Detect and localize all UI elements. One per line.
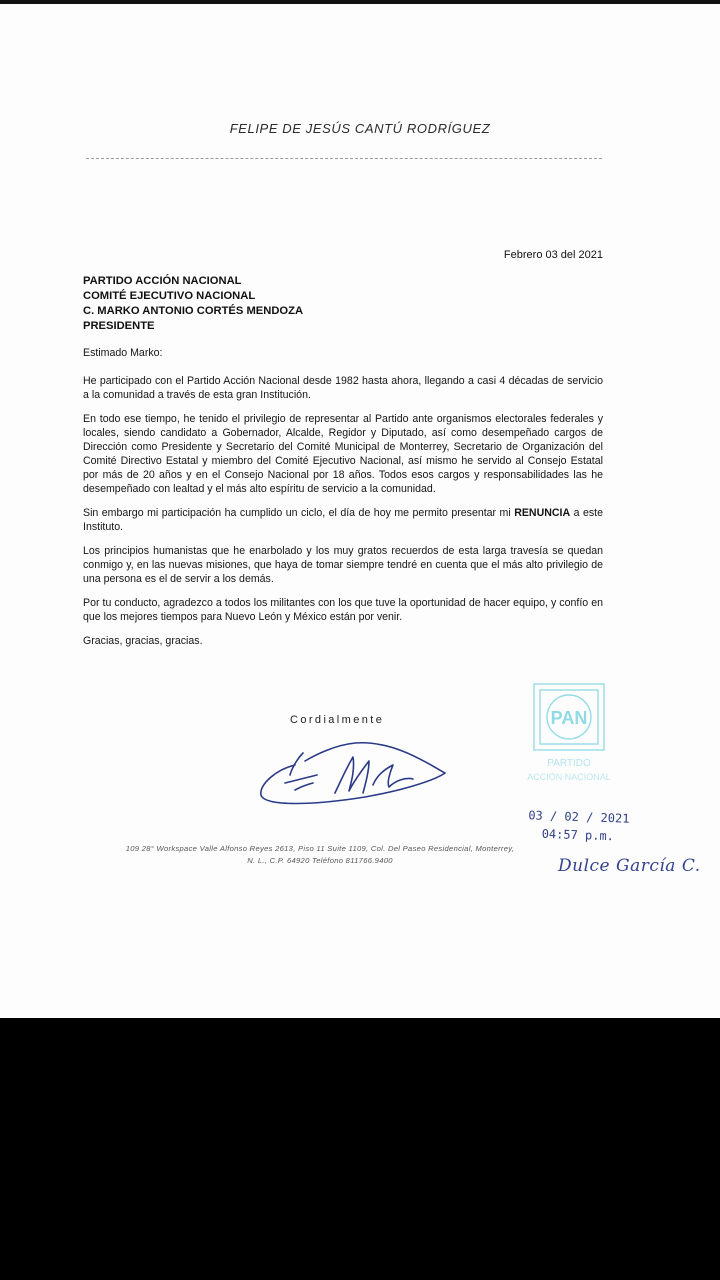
- closing: Cordialmente: [290, 714, 385, 726]
- stamp-text: PARTIDO: [547, 758, 591, 769]
- paragraph: En todo ese tiempo, he tenido el privilegio de representar al Partido ante organismos electorales federales y locales, siendo candidato a Gobernador, Alcalde, Regidor y Diputado, así como desempeñado cargos de Dirección como Presidente y Secretario del Comité Municipal de Monterrey, Secretario de Organización del Comité Directivo Estatal y miembro del Comité Ejecutivo Nacional, así mismo he servido al Consejo Estatal por más de 20 años y en el Consejo Nacional por 18 años. Todos esos cargos y responsabilidades las he desempeñado con lealtad y el más alto espíritu de servicio a la comunidad.: [83, 413, 603, 495]
- paragraph: Por tu conducto, agradezco a todos los militantes con los que tuve la oportunidad de hacer equipo, y confío en que los mejores tiempos para Nuevo León y México están por venir.: [83, 597, 603, 623]
- footer-address: 109 28° Workspace Valle Alfonso Reyes 2613, Piso 11 Suite 1109, Col. Del Paseo Residencial, Monterrey,: [125, 844, 515, 853]
- signature: [255, 735, 455, 820]
- paragraph-text: a este Instituto.: [83, 507, 603, 533]
- letterhead-footer: [90, 843, 550, 867]
- letterhead-divider: [86, 158, 602, 159]
- letter-body: [83, 346, 603, 658]
- closing-thanks: Gracias, gracias, gracias.: [83, 635, 203, 647]
- recipient-line: PARTIDO ACCIÓN NACIONAL: [83, 275, 242, 287]
- receiver-signature: Dulce García C.: [558, 856, 701, 876]
- recipient-line: C. MARKO ANTONIO CORTÉS MENDOZA: [83, 305, 304, 317]
- letter-date: Febrero 03 del 2021: [503, 249, 603, 261]
- salutation: Estimado Marko:: [83, 347, 163, 359]
- received-time: 04:57 p.m.: [541, 826, 615, 844]
- reception-stamp: [520, 682, 630, 817]
- stamp-logo: PAN: [550, 708, 588, 728]
- footer-contact: N. L., C.P. 64920 Teléfono 811766.9400: [247, 856, 393, 865]
- recipient-line: PRESIDENTE: [83, 320, 155, 332]
- paragraph-text: Sin embargo mi participación ha cumplido un ciclo, el día de hoy me permito presentar mi: [83, 507, 515, 519]
- paragraph: He participado con el Partido Acción Nacional desde 1982 hasta ahora, llegando a casi 4 décadas de servicio a la comunidad a través de esta gran Institución.: [83, 375, 603, 401]
- paragraph: Los principios humanistas que he enarbolado y los muy gratos recuerdos de esta larga travesía se quedan conmigo y, en las nuevas misiones, que haya de tomar siempre tendré en cuenta que el más alto privilegio de una persona es el de servir a los demás.: [83, 545, 603, 585]
- letterhead-name: FELIPE DE JESÚS CANTÚ RODRÍGUEZ: [229, 121, 491, 136]
- received-date: 03 / 02 / 2021: [528, 808, 630, 826]
- recipient-block: [83, 274, 303, 334]
- received-stamp-handwriting: [527, 806, 629, 846]
- screen-background: [0, 1018, 720, 1280]
- resignation-word: RENUNCIA: [514, 507, 571, 519]
- top-border: [0, 0, 720, 4]
- recipient-line: COMITÉ EJECUTIVO NACIONAL: [83, 290, 256, 302]
- paragraph-resignation: [83, 506, 603, 534]
- stamp-text: ACCIÓN NACIONAL: [527, 772, 611, 782]
